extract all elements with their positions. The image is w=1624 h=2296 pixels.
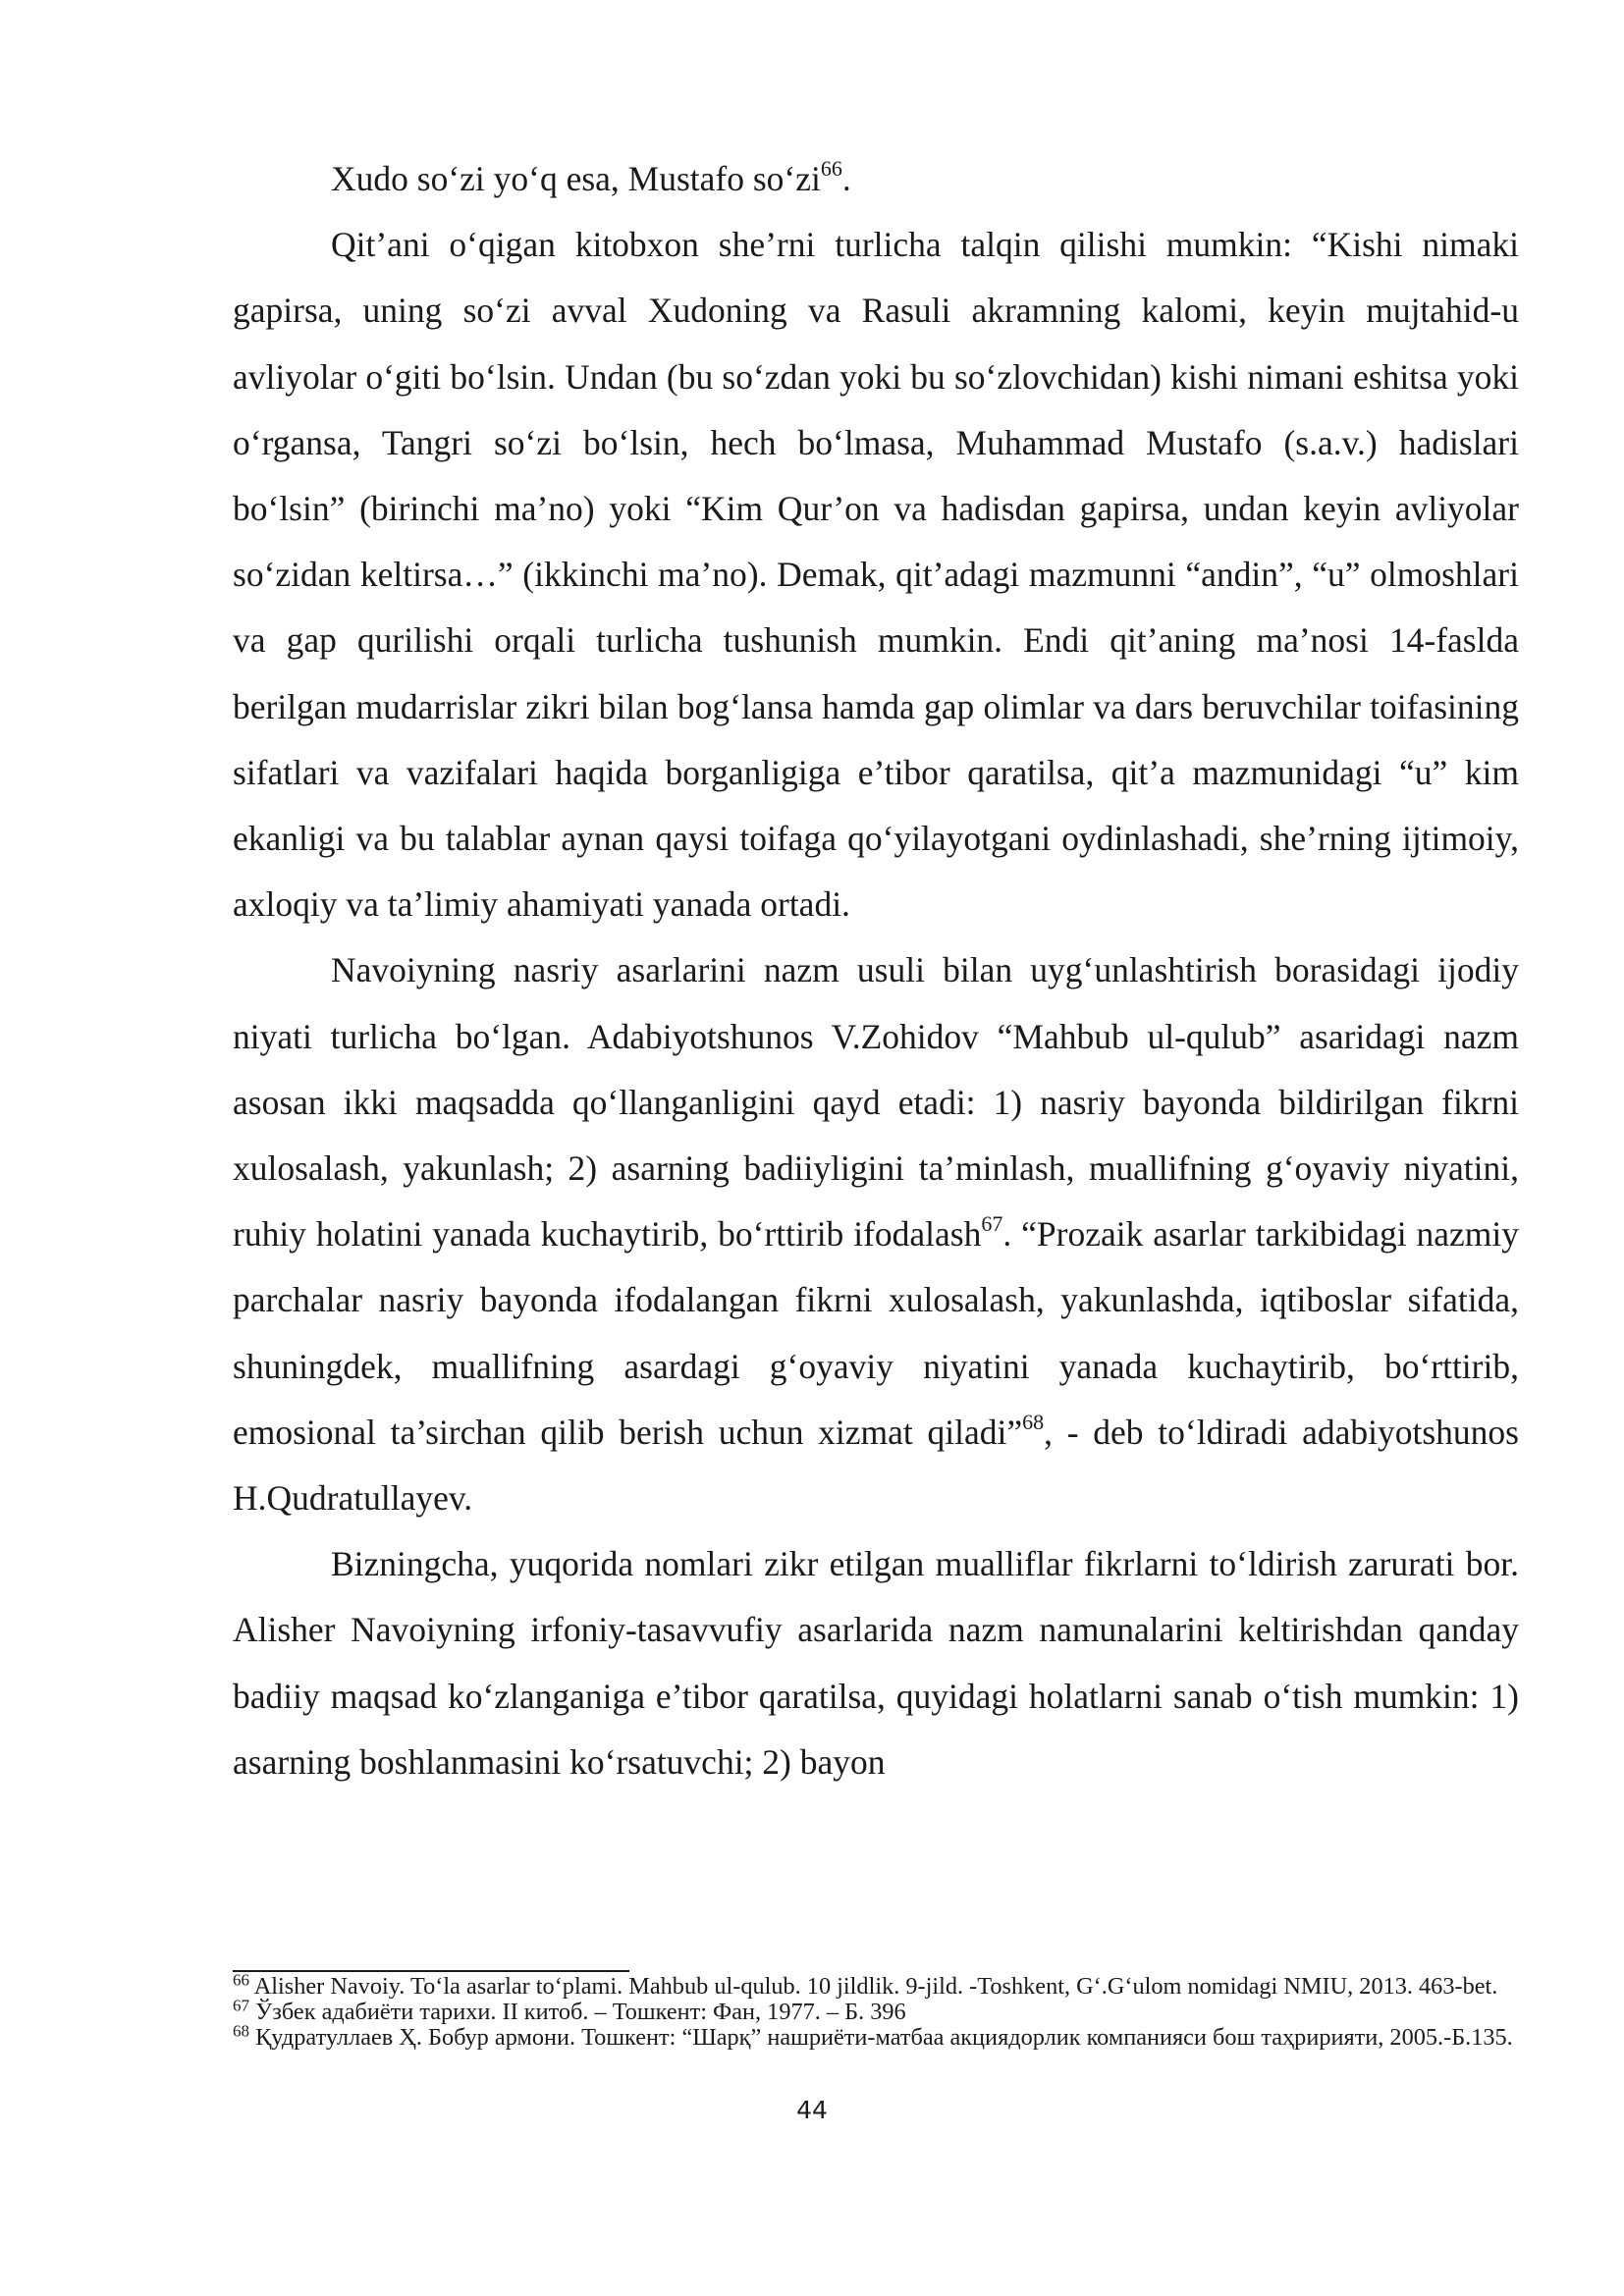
footnote-number: 66 — [233, 1970, 249, 1990]
footnote-number: 68 — [233, 2021, 249, 2041]
footnote-separator — [233, 1970, 629, 1972]
page-number: 44 — [796, 2096, 828, 2124]
paragraph-3-text-a: Navoiyning nasriy asarlarini nazm usuli bilan uyg‘unlashtirish borasidagi ijodiy niyati turlicha bo‘lgan. Adabiyotshunos V.Zohidov “Mahbub ul-qulub” asaridagi nazm asosan ikki maqsadda qo‘llanganligini qayd etadi: 1) nasriy bayonda bildirilgan fikrni xulosalash, yakunlash; 2) asarning badiiyligini ta’minlash, muallifning g‘oyaviy niyatini, ruhiy holatini yanada kuchaytirib, bo‘rttirib ifodalash — [233, 950, 1519, 1255]
paragraph-3-text-b: . “Prozaik asarlar tarkibidagi nazmiy parchalar nasriy bayonda ifodalangan fikrni xulosalash, yakunlashda, iqtiboslar sifatida, shuningdek, muallifning asardagi g‘oyaviy niyatini yanada kuchaytirib, bo‘rttirib, emosional ta’sirchan qilib berish uchun xizmat qiladi” — [233, 1214, 1519, 1452]
footnote-67 — [233, 1996, 1519, 2025]
paragraph-2: Qit’ani o‘qigan kitobxon she’rni turlicha talqin qilishi mumkin: “Kishi nimaki gapirsa, uning so‘zi avval Xudoning va Rasuli akramning kalomi, keyin mujtahid-u avliyolar o‘giti bo‘lsin. Undan (bu so‘zdan yoki bu so‘zlovchidan) kishi nimani eshitsa yoki o‘rgansa, Tangri so‘zi bo‘lsin, hech bo‘lmasa, Muhammad Mustafo (s.a.v.) hadislari bo‘lsin” (birinchi ma’no) yoki “Kim Qur’on va hadisdan gapirsa, undan keyin avliyolar so‘zidan keltirsa…” (ikkinchi ma’no). Demak, qit’adagi mazmunni “andin”, “u” olmoshlari va gap qurilishi orqali turlicha tushunish mumkin. Endi qit’aning ma’nosi 14-faslda berilgan mudarrislar zikri bilan bog‘lansa hamda gap olimlar va dars beruvchilar toifasining sifatlari va vazifalari haqida borganligiga e’tibor qaratilsa, qit’a mazmunidagi “u” kim ekanligi va bu talablar aynan qaysi toifaga qo‘yilayotgani oydinlashadi, she’rning ijtimoiy, axloqiy va ta’limiy ahamiyati yanada ortadi. — [233, 225, 1519, 925]
paragraph-3 — [233, 937, 1519, 1531]
footnote-ref-68[interactable]: 68 — [1022, 1409, 1045, 1434]
footnote-68 — [233, 2021, 1519, 2051]
footnotes — [233, 1970, 1519, 2051]
footnote-text: Ўзбек адабиёти тарихи. II китоб. – Тошкент: Фан, 1977. – Б. 396 — [249, 1999, 906, 2025]
footnote-text: Қудратуллаев Ҳ. Бобур армони. Тошкент: “Шарқ” нашриёти-матбаа акциядорлик компанияси бош таҳририяти, 2005.-Б.135. — [249, 2024, 1513, 2051]
paragraph-3-text-c: , - deb to‘ldiradi adabiyotshunos H.Qudratullayev. — [233, 1412, 1519, 1519]
body-text — [233, 146, 1519, 1795]
paragraph-1-end: . — [841, 159, 851, 198]
paragraph-1 — [233, 146, 1519, 212]
footnote-text: Alisher Navoiy. To‘la asarlar to‘plami. Mahbub ul-qulub. 10 jildlik. 9-jild. -Toshkent, G‘.G‘ulom nomidagi NMIU, 2013. 463-bet. — [249, 1973, 1498, 2000]
paragraph-4: Bizningcha, yuqorida nomlari zikr etilgan mualliflar fikrlarni to‘ldirish zarurati bor. Alisher Navoiyning irfoniy-tasavvufiy asarlarida nazm namunalarini keltirishdan qanday badiiy maqsad ko‘zlanganiga e’tibor qaratilsa, quyidagi holatlarni sanab o‘tish mumkin: 1) asarning boshlanmasini ko‘rsatuvchi; 2) bayon — [233, 1544, 1519, 1782]
footnote-number: 67 — [233, 1996, 249, 2015]
footnote-66 — [233, 1970, 1519, 2000]
footnote-ref-66[interactable]: 66 — [820, 156, 842, 182]
footnote-ref-67[interactable]: 67 — [981, 1211, 1003, 1237]
paragraph-1-text: Xudo so‘zi yo‘q esa, Mustafo so‘zi — [331, 159, 821, 198]
